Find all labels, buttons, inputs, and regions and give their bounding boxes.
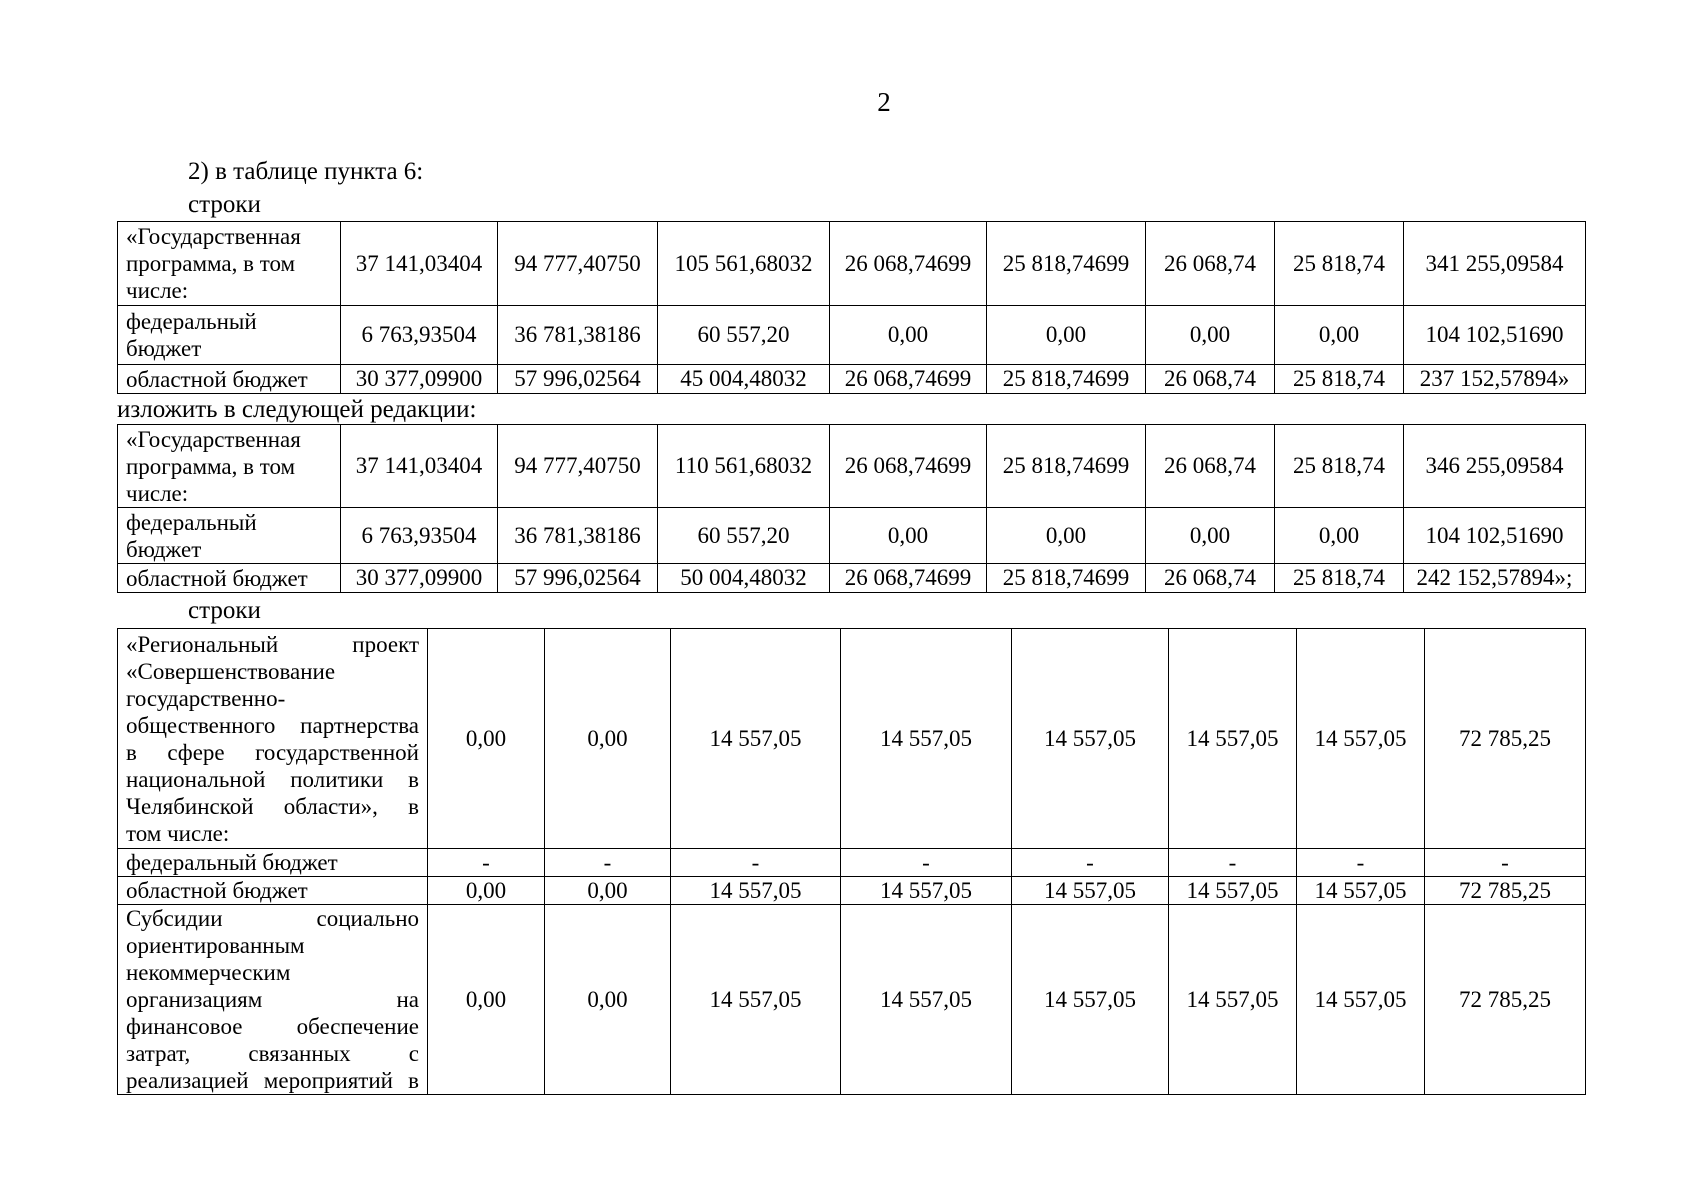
- cell-value: 26 068,74699: [830, 425, 987, 508]
- cell-value: 57 996,02564: [498, 564, 658, 593]
- cell-value: 72 785,25: [1425, 629, 1586, 849]
- cell-value: 25 818,74: [1275, 564, 1404, 593]
- row-label: [118, 905, 428, 1095]
- lines-word-1: строки: [188, 191, 261, 218]
- label-line: федеральный бюджет: [126, 850, 338, 875]
- cell-value: 57 996,02564: [498, 365, 658, 394]
- cell-value: 25 818,74: [1275, 365, 1404, 394]
- cell-value: 50 004,48032: [658, 564, 830, 593]
- cell-value: 0,00: [1275, 508, 1404, 564]
- cell-value: 25 818,74699: [987, 425, 1146, 508]
- cell-value: 72 785,25: [1425, 905, 1586, 1095]
- cell-value: 14 557,05: [841, 905, 1012, 1095]
- label-line: государственно-: [126, 685, 286, 711]
- table-row: [118, 508, 1586, 564]
- cell-value: 26 068,74: [1146, 365, 1275, 394]
- cell-value: 0,00: [1146, 306, 1275, 365]
- cell-value: -: [841, 849, 1012, 877]
- cell-value: 25 818,74699: [987, 365, 1146, 394]
- cell-value: 26 068,74: [1146, 425, 1275, 508]
- table-row: [118, 629, 1586, 849]
- cell-value: 60 557,20: [658, 508, 830, 564]
- cell-value: 0,00: [987, 306, 1146, 365]
- cell-value: 0,00: [545, 905, 671, 1095]
- cell-value: 341 255,09584: [1404, 222, 1586, 306]
- row-label: федеральный бюджет: [118, 306, 341, 365]
- cell-value: 0,00: [1275, 306, 1404, 365]
- cell-value: 94 777,40750: [498, 425, 658, 508]
- cell-value: 14 557,05: [841, 877, 1012, 905]
- row-label: [118, 877, 428, 905]
- cell-value: 26 068,74: [1146, 564, 1275, 593]
- cell-value: 14 557,05: [1297, 877, 1425, 905]
- cell-value: 36 781,38186: [498, 306, 658, 365]
- row-label: областной бюджет: [118, 365, 341, 394]
- cell-value: 0,00: [428, 629, 545, 849]
- cell-value: 30 377,09900: [341, 564, 498, 593]
- table-project-rows: [117, 628, 1586, 1095]
- label-line: областной бюджет: [126, 878, 308, 903]
- cell-value: 237 152,57894»: [1404, 365, 1586, 394]
- label-line: организациям на: [126, 987, 419, 1012]
- cell-value: 14 557,05: [1297, 629, 1425, 849]
- cell-value: -: [671, 849, 841, 877]
- table-row: [118, 306, 1586, 365]
- cell-value: 0,00: [987, 508, 1146, 564]
- cell-value: -: [428, 849, 545, 877]
- cell-value: 14 557,05: [1169, 905, 1297, 1095]
- table-old-rows: [117, 221, 1586, 394]
- intro-line: 2) в таблице пункта 6:: [188, 158, 424, 185]
- cell-value: 0,00: [545, 877, 671, 905]
- table-row: [118, 365, 1586, 394]
- cell-value: 36 781,38186: [498, 508, 658, 564]
- cell-value: 0,00: [1146, 508, 1275, 564]
- cell-value: -: [1169, 849, 1297, 877]
- row-label: федеральный бюджет: [118, 508, 341, 564]
- cell-value: -: [1297, 849, 1425, 877]
- cell-value: 25 818,74699: [987, 564, 1146, 593]
- lines-word-2: строки: [188, 597, 261, 624]
- cell-value: 105 561,68032: [658, 222, 830, 306]
- cell-value: 0,00: [428, 905, 545, 1095]
- label-line: ориентированным: [126, 933, 305, 958]
- label-line: том числе:: [126, 820, 230, 846]
- row-label: [118, 849, 428, 877]
- cell-value: 72 785,25: [1425, 877, 1586, 905]
- cell-value: 25 818,74: [1275, 222, 1404, 306]
- label-line: «Региональный проект: [126, 631, 419, 657]
- label-line: общественного партнерства: [126, 712, 419, 738]
- cell-value: 0,00: [428, 877, 545, 905]
- cell-value: 14 557,05: [1012, 629, 1169, 849]
- cell-value: 104 102,51690: [1404, 508, 1586, 564]
- cell-value: 60 557,20: [658, 306, 830, 365]
- cell-value: -: [1012, 849, 1169, 877]
- label-line: в сфере государственной: [126, 739, 419, 765]
- page-number: 2: [877, 87, 891, 117]
- cell-value: 26 068,74699: [830, 365, 987, 394]
- table-row: [118, 905, 1586, 1095]
- cell-value: 6 763,93504: [341, 306, 498, 365]
- cell-value: 30 377,09900: [341, 365, 498, 394]
- label-line: «Совершенствование: [126, 658, 336, 684]
- cell-value: 14 557,05: [1297, 905, 1425, 1095]
- cell-value: 94 777,40750: [498, 222, 658, 306]
- cell-value: 242 152,57894»;: [1404, 564, 1586, 593]
- table-row: [118, 564, 1586, 593]
- cell-value: 104 102,51690: [1404, 306, 1586, 365]
- table-row: [118, 849, 1586, 877]
- label-line: реализацией мероприятий в: [126, 1068, 419, 1093]
- cell-value: 37 141,03404: [341, 425, 498, 508]
- cell-value: 26 068,74: [1146, 222, 1275, 306]
- cell-value: 6 763,93504: [341, 508, 498, 564]
- row-label: «Государственная программа, в том числе:: [118, 222, 341, 306]
- label-line: некоммерческим: [126, 960, 291, 985]
- row-label: областной бюджет: [118, 564, 341, 593]
- cell-value: 0,00: [830, 508, 987, 564]
- cell-value: -: [545, 849, 671, 877]
- table-row: [118, 877, 1586, 905]
- cell-value: 37 141,03404: [341, 222, 498, 306]
- cell-value: 14 557,05: [841, 629, 1012, 849]
- label-line: национальной политики в: [126, 766, 419, 792]
- label-line: Субсидии социально: [126, 906, 419, 931]
- cell-value: 14 557,05: [1169, 629, 1297, 849]
- cell-value: 0,00: [830, 306, 987, 365]
- cell-value: 14 557,05: [1169, 877, 1297, 905]
- table-row: [118, 222, 1586, 306]
- cell-value: 26 068,74699: [830, 222, 987, 306]
- cell-value: 14 557,05: [1012, 877, 1169, 905]
- cell-value: 25 818,74699: [987, 222, 1146, 306]
- replace-phrase: изложить в следующей редакции:: [117, 396, 477, 423]
- cell-value: 14 557,05: [671, 877, 841, 905]
- cell-value: 346 255,09584: [1404, 425, 1586, 508]
- table-row: [118, 425, 1586, 508]
- cell-value: -: [1425, 849, 1586, 877]
- cell-value: 110 561,68032: [658, 425, 830, 508]
- cell-value: 14 557,05: [671, 905, 841, 1095]
- cell-value: 14 557,05: [671, 629, 841, 849]
- label-line: финансовое обеспечение: [126, 1014, 419, 1039]
- row-label: [118, 629, 428, 849]
- cell-value: 45 004,48032: [658, 365, 830, 394]
- cell-value: 0,00: [545, 629, 671, 849]
- label-line: Челябинской области», в: [126, 793, 419, 819]
- row-label: «Государственная программа, в том числе:: [118, 425, 341, 508]
- cell-value: 25 818,74: [1275, 425, 1404, 508]
- cell-value: 14 557,05: [1012, 905, 1169, 1095]
- cell-value: 26 068,74699: [830, 564, 987, 593]
- table-new-rows: [117, 424, 1586, 593]
- label-line: затрат, связанных с: [126, 1041, 419, 1066]
